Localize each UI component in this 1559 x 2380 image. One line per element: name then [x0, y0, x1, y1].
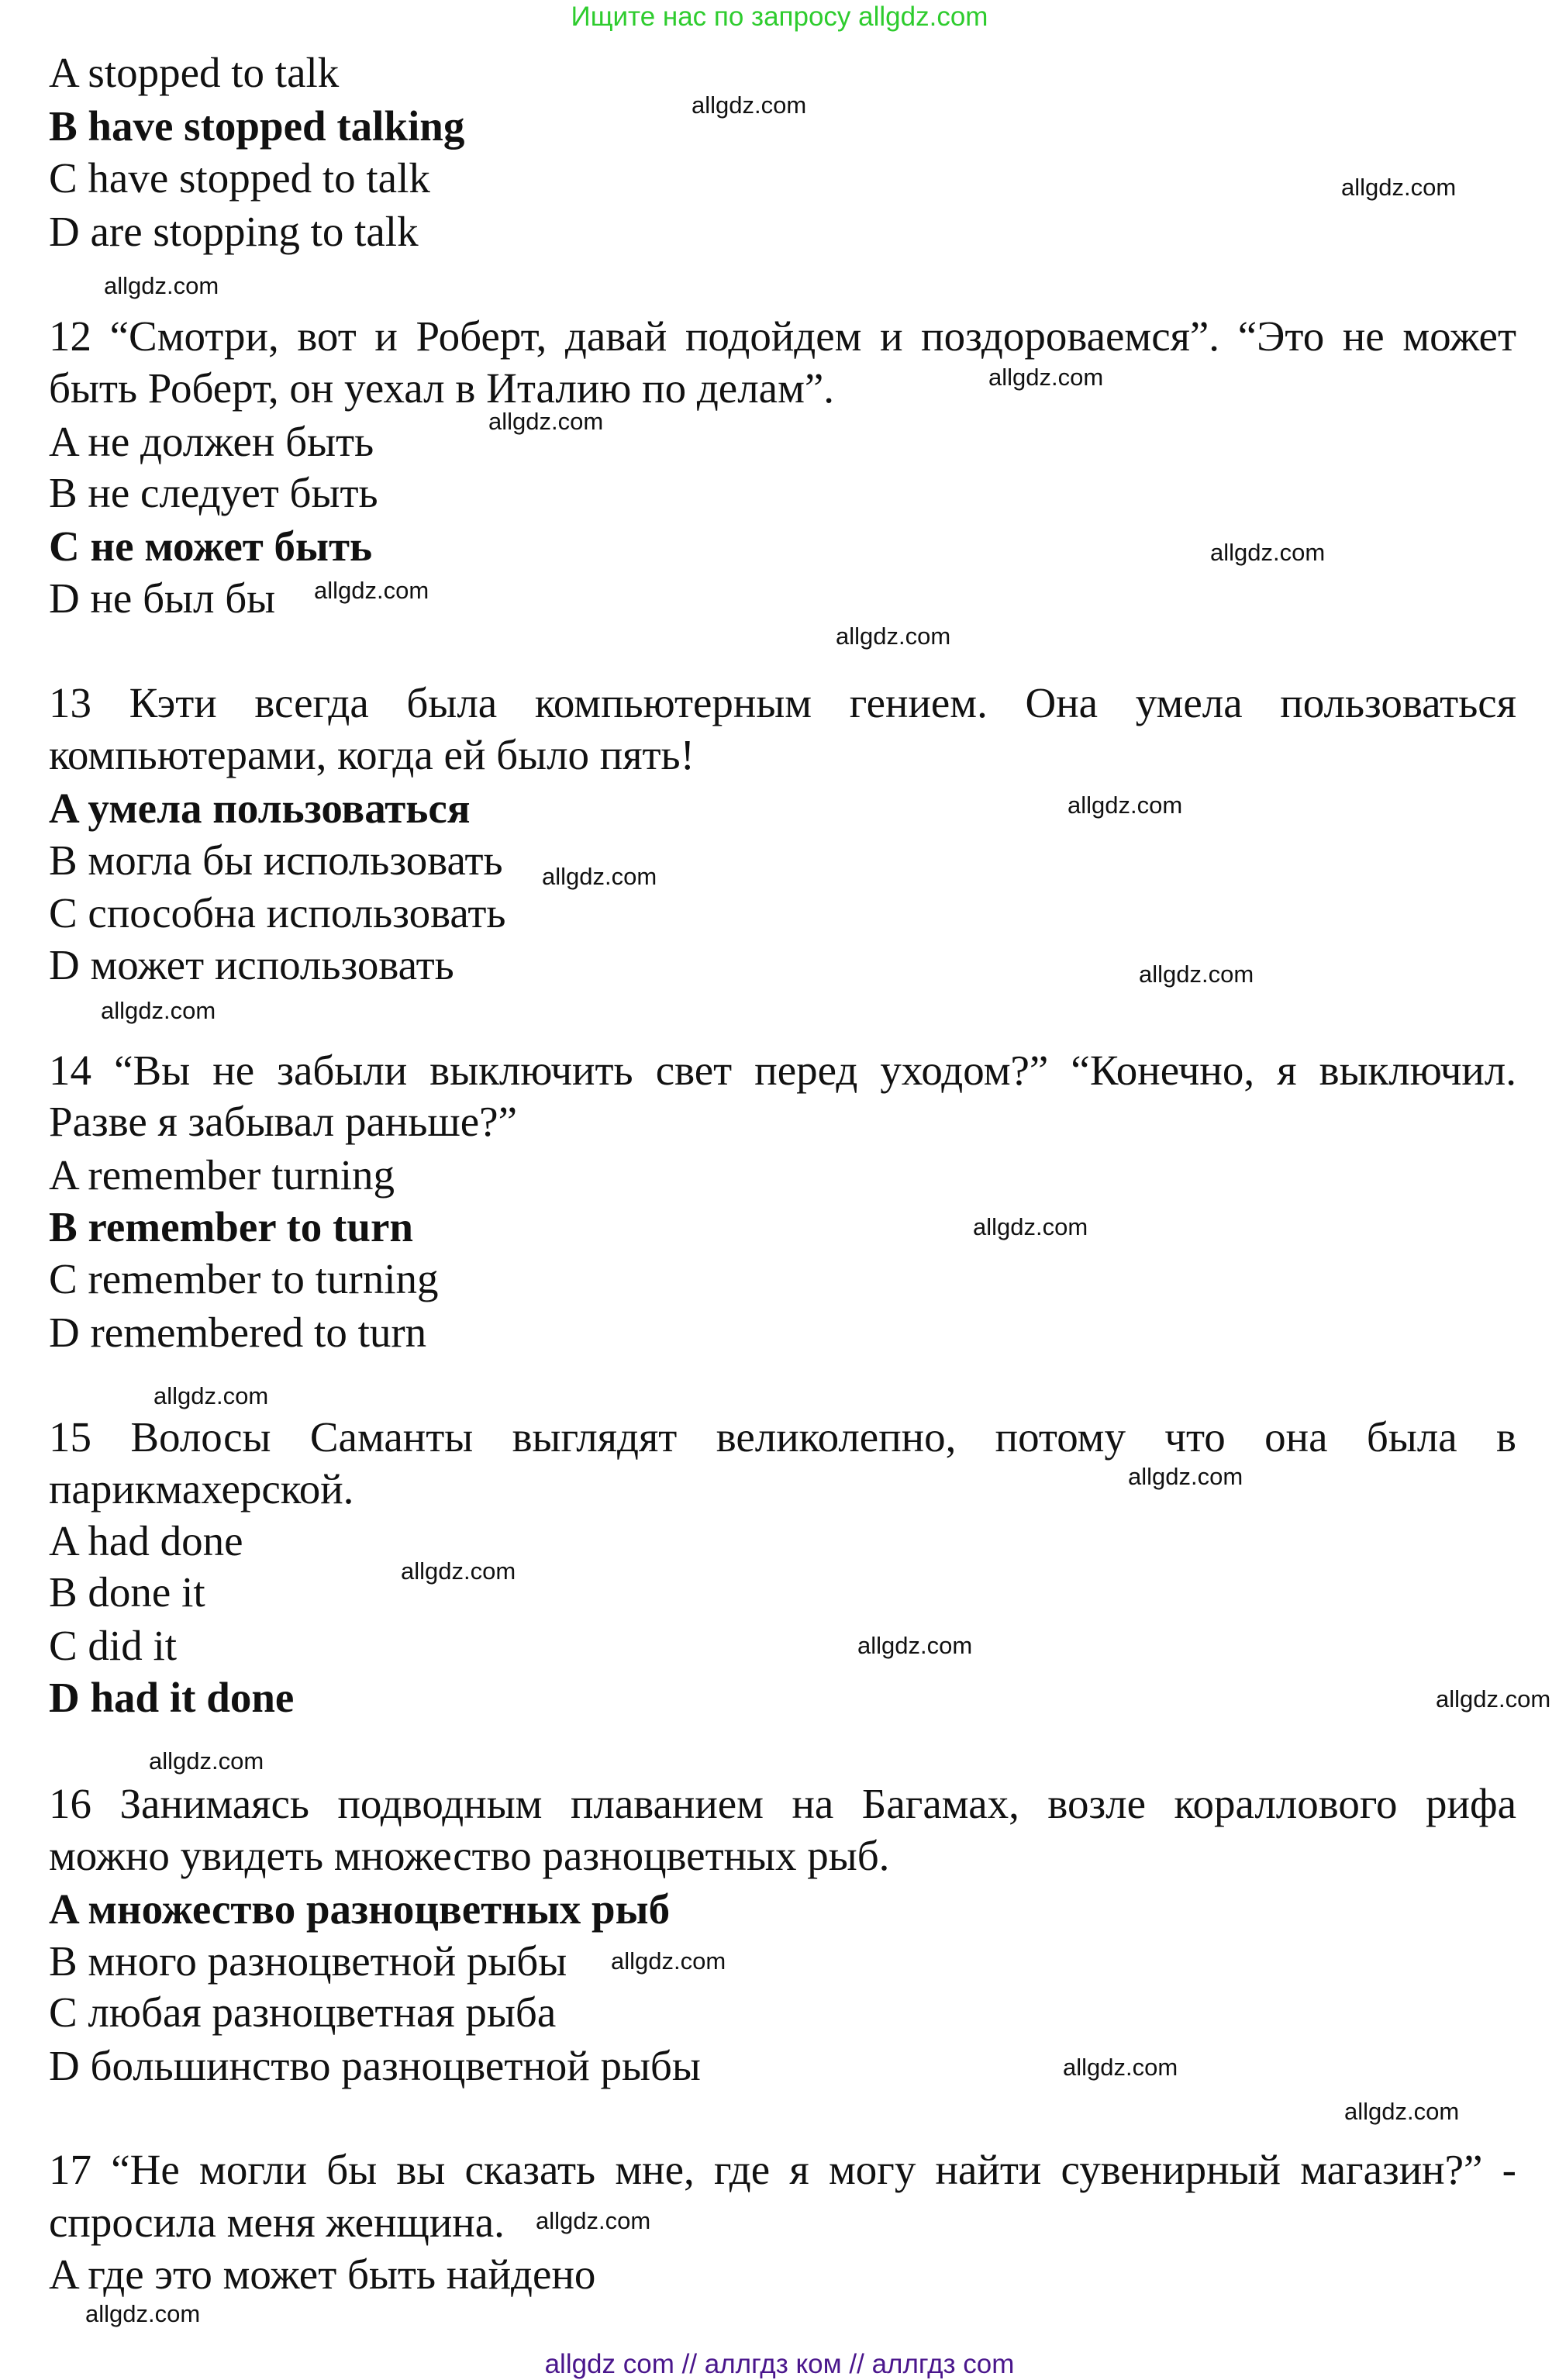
question-16-text-cont: можно увидеть множество разноцветных рыб.	[49, 1832, 890, 1879]
watermark: allgdz.com	[85, 2300, 201, 2327]
question-17-text-cont: спросила меня женщина.	[49, 2199, 505, 2246]
option-b: B могла бы использовать	[49, 836, 503, 884]
option-d: D не был бы	[49, 574, 276, 622]
question-13-text-cont: компьютерами, когда ей было пять!	[49, 731, 695, 778]
option-a-correct: A умела пользоваться	[49, 785, 471, 832]
watermark: allgdz.com	[104, 272, 219, 299]
watermark: allgdz.com	[857, 1632, 973, 1659]
option-d-correct: D had it done	[49, 1674, 295, 1721]
question-13-text: 13 Кэти всегда была компьютерным гением. Она умела пользоваться	[49, 679, 1516, 726]
option-d: D большинство разноцветной рыбы	[49, 2042, 701, 2089]
watermark: allgdz.com	[1128, 1463, 1243, 1490]
option-b: B done it	[49, 1568, 205, 1616]
option-c: C способна использовать	[49, 889, 506, 936]
watermark: allgdz.com	[836, 623, 951, 650]
watermark: allgdz.com	[988, 364, 1104, 391]
watermark: allgdz.com	[488, 408, 604, 435]
watermark: allgdz.com	[1341, 174, 1457, 201]
watermark: allgdz.com	[973, 1213, 1088, 1240]
question-14-text-cont: Разве я забывал раньше?”	[49, 1098, 518, 1145]
option-c: C любая разноцветная рыба	[49, 1989, 557, 2036]
question-15-text-cont: парикмахерской.	[49, 1465, 354, 1513]
watermark: allgdz.com	[542, 863, 657, 890]
question-16-text: 16 Занимаясь подводным плаванием на Багамах, возле кораллового рифа	[49, 1780, 1516, 1827]
option-a-correct: A множество разноцветных рыб	[49, 1885, 671, 1933]
watermark: allgdz.com	[536, 2207, 651, 2234]
option-a: A had done	[49, 1517, 243, 1564]
option-a: A не должен быть	[49, 418, 374, 465]
option-c: C did it	[49, 1622, 178, 1669]
option-b: B не следует быть	[49, 469, 378, 516]
watermark: allgdz.com	[101, 997, 216, 1024]
option-a: A remember turning	[49, 1151, 395, 1199]
option-c: C have stopped to talk	[49, 154, 430, 202]
site-footer-banner: allgdz com // аллгдз ком // аллгдз com	[544, 2349, 1015, 2379]
option-d: D are stopping to talk	[49, 208, 419, 255]
option-c: C remember to turning	[49, 1255, 439, 1302]
option-d: D remembered to turn	[49, 1309, 427, 1356]
option-b-correct: B remember to turn	[49, 1203, 413, 1250]
watermark: allgdz.com	[1063, 2054, 1178, 2081]
watermark: allgdz.com	[1139, 961, 1254, 988]
question-17-text: 17 “Не могли бы вы сказать мне, где я могу найти сувенирный магазин?” -	[49, 2146, 1516, 2193]
watermark: allgdz.com	[1210, 539, 1326, 566]
option-a: A где это может быть найдено	[49, 2251, 596, 2298]
question-15-text: 15 Волосы Саманты выглядят великолепно, потому что она была в	[49, 1413, 1516, 1461]
watermark: allgdz.com	[149, 1747, 264, 1775]
question-12-text-cont: быть Роберт, он уехал в Италию по делам”.	[49, 364, 835, 412]
watermark: allgdz.com	[692, 91, 807, 119]
watermark: allgdz.com	[1068, 792, 1183, 819]
option-b: B много разноцветной рыбы	[49, 1937, 567, 1985]
question-14-text: 14 “Вы не забыли выключить свет перед уходом?” “Конечно, я выключил.	[49, 1047, 1516, 1094]
site-header-banner: Ищите нас по запросу allgdz.com	[571, 2, 988, 32]
watermark: allgdz.com	[1344, 2098, 1460, 2125]
option-d: D может использовать	[49, 941, 454, 988]
option-a: A stopped to talk	[49, 49, 340, 96]
watermark: allgdz.com	[1436, 1685, 1551, 1713]
watermark: allgdz.com	[153, 1382, 269, 1409]
watermark: allgdz.com	[314, 577, 429, 604]
option-c-correct: C не может быть	[49, 523, 373, 570]
option-b-correct: B have stopped talking	[49, 102, 465, 150]
watermark: allgdz.com	[401, 1557, 516, 1585]
watermark: allgdz.com	[611, 1947, 726, 1975]
question-12-text: 12 “Смотри, вот и Роберт, давай подойдем и поздороваемся”. “Это не может	[49, 312, 1516, 360]
